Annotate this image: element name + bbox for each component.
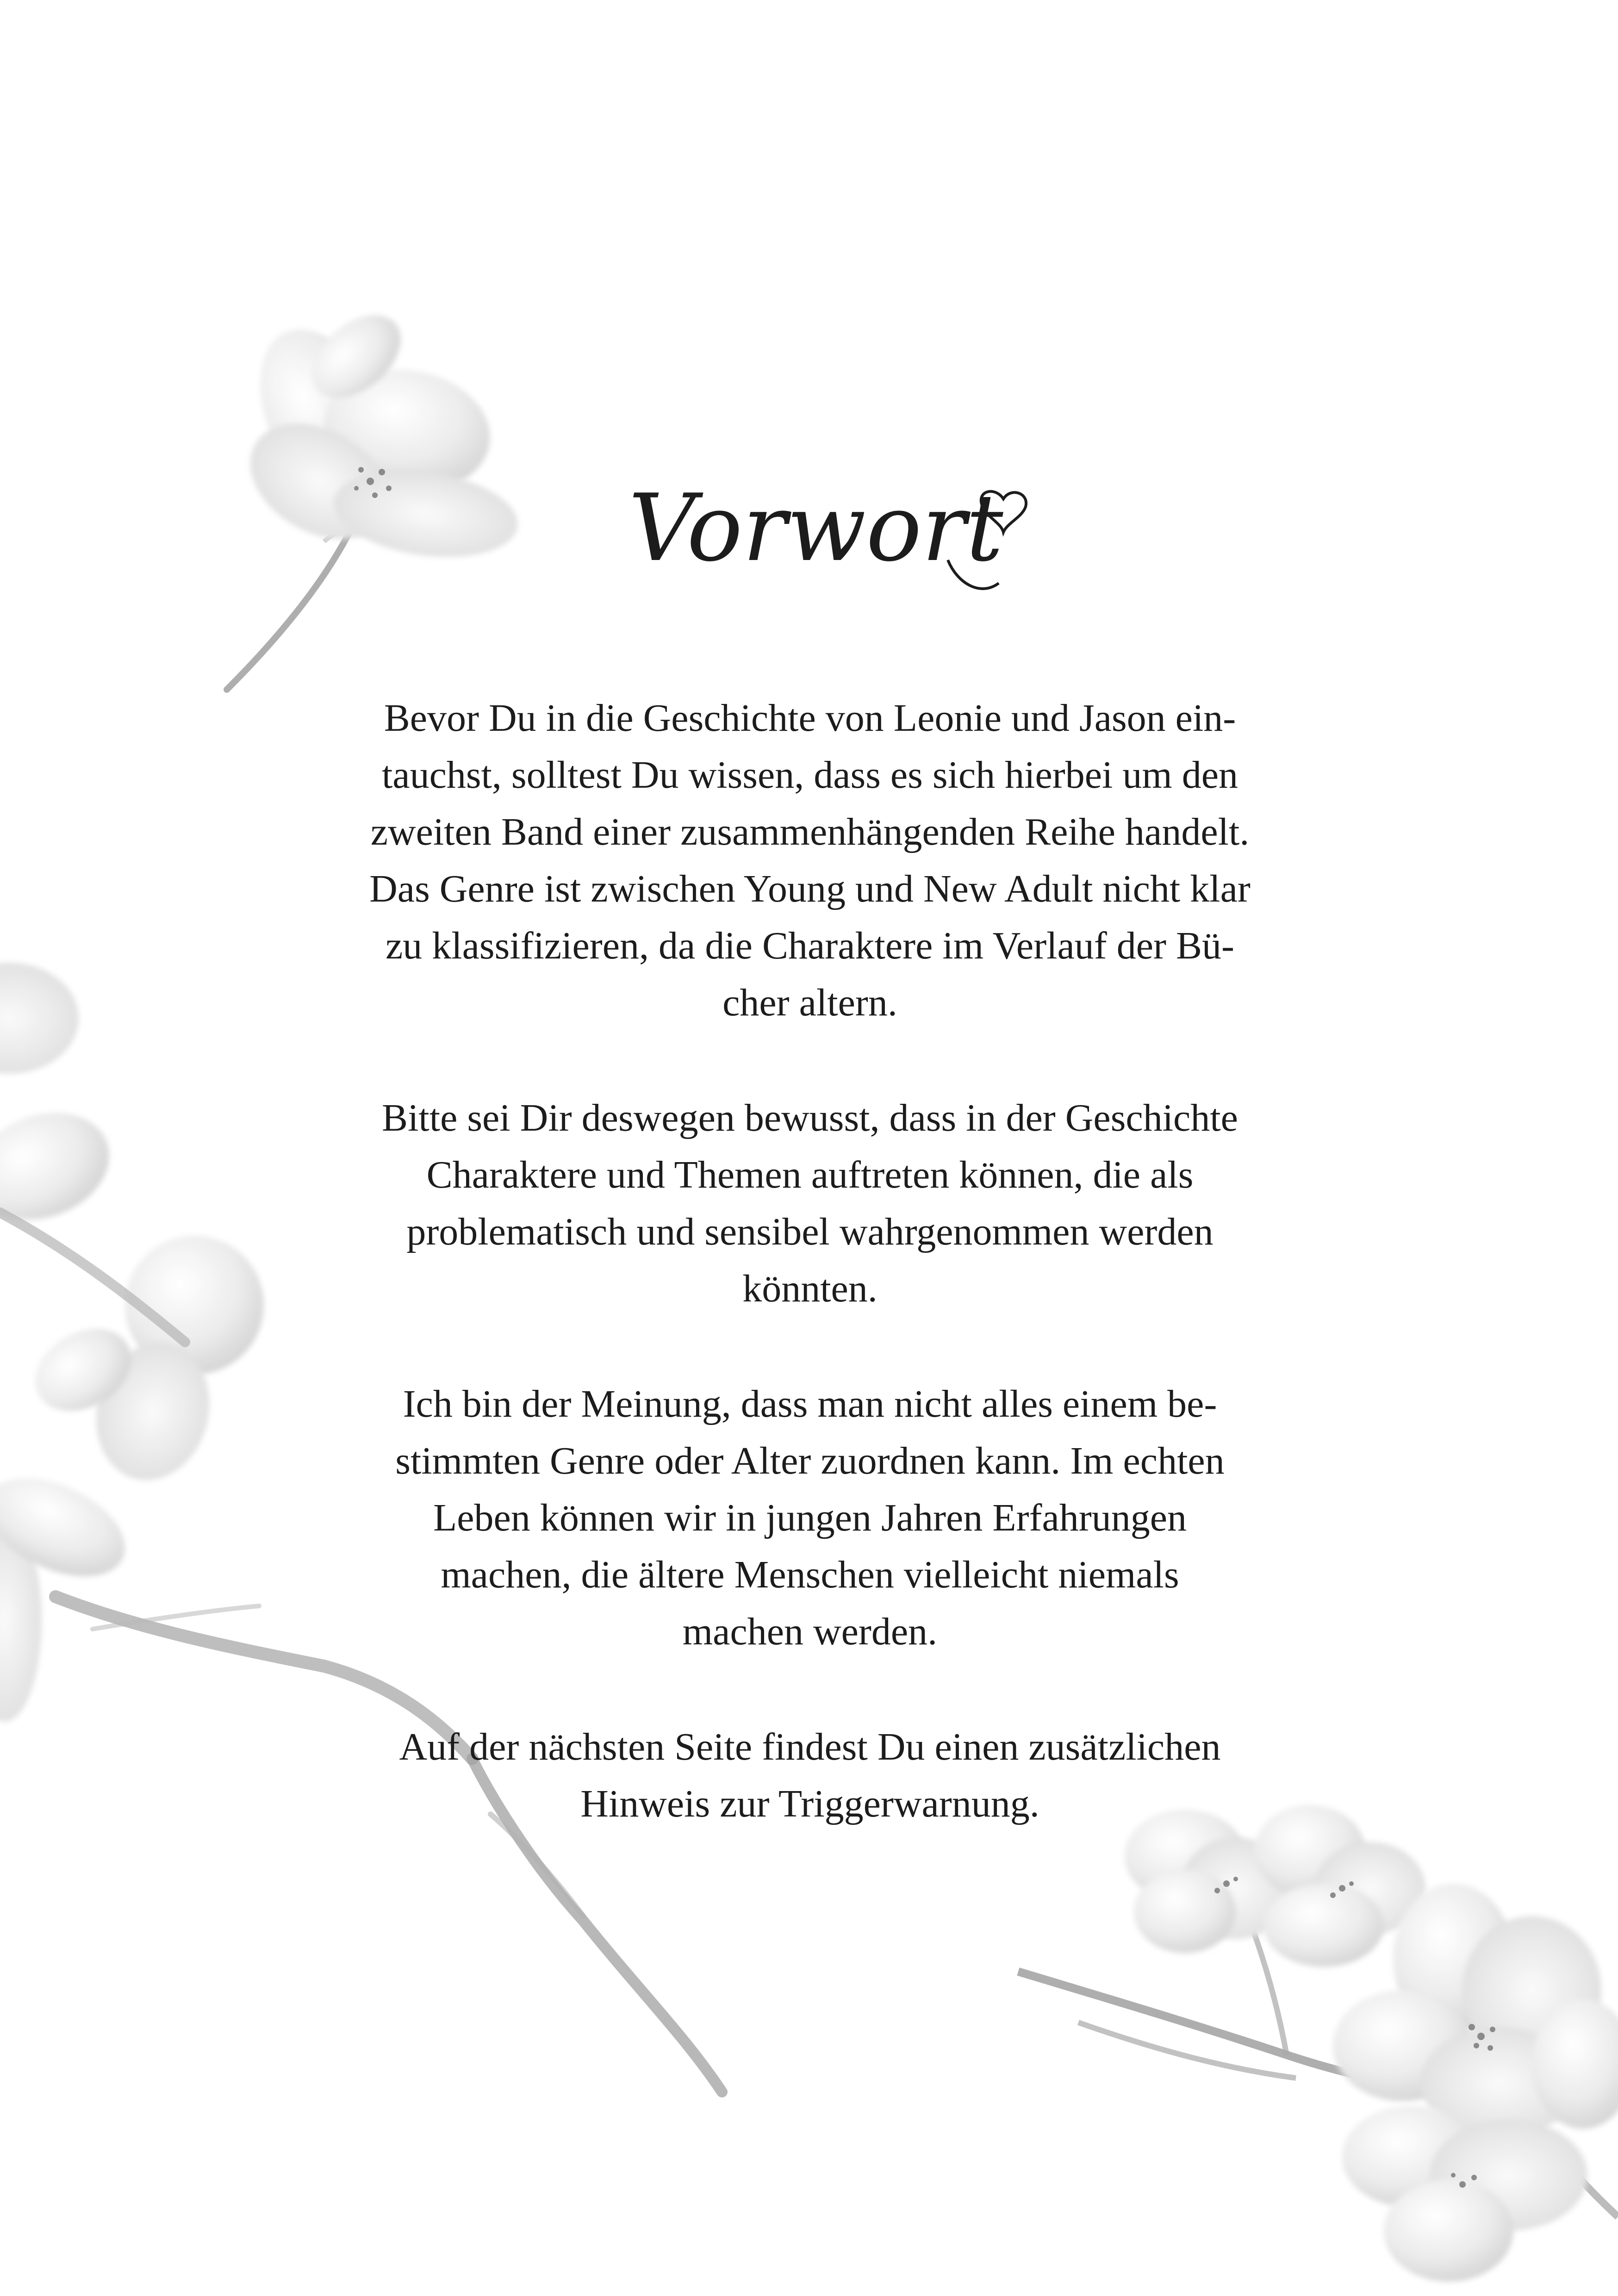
- title-text: Vorwort: [629, 474, 1003, 582]
- text-line: Bevor Du in die Geschichte von Leonie und Jason ein-: [384, 697, 1236, 740]
- paragraph: [278, 1089, 1342, 1317]
- text-line: Hinweis zur Triggerwarnung.: [580, 1782, 1039, 1825]
- text-line: zweiten Band einer zusammenhängenden Reihe handelt.: [370, 810, 1250, 853]
- text-line: cher altern.: [722, 981, 897, 1024]
- paragraph: [278, 1718, 1342, 1832]
- text-line: zu klassifizieren, da die Charaktere im Verlauf der Bü-: [385, 924, 1235, 967]
- foreword-body: [278, 690, 1342, 1832]
- blossom-icon: [1018, 1805, 1618, 2282]
- text-line: problematisch und sensibel wahrgenommen werden: [406, 1210, 1214, 1253]
- text-line: tauchst, solltest Du wissen, dass es sich hierbei um den: [381, 753, 1238, 796]
- text-line: Auf der nächsten Seite findest Du einen zusätzlichen: [399, 1725, 1221, 1768]
- text-line: könnten.: [742, 1267, 877, 1310]
- text-line: Leben können wir in jungen Jahren Erfahrungen: [433, 1496, 1187, 1539]
- text-line: stimmten Genre oder Alter zuordnen kann. Im echten: [395, 1439, 1225, 1482]
- paragraph: [278, 1375, 1342, 1660]
- paragraph: [278, 690, 1342, 1031]
- text-line: machen werden.: [682, 1610, 938, 1653]
- page-title: [624, 444, 1040, 639]
- text-line: Ich bin der Meinung, dass man nicht alles einem be-: [403, 1382, 1217, 1425]
- text-line: Das Genre ist zwischen Young und New Adult nicht klar: [369, 867, 1251, 910]
- text-line: Bitte sei Dir deswegen bewusst, dass in der Geschichte: [382, 1096, 1238, 1139]
- text-line: Charaktere und Themen auftreten können, die als: [426, 1153, 1194, 1196]
- text-line: machen, die ältere Menschen vielleicht niemals: [441, 1553, 1179, 1596]
- blossom-icon: [227, 299, 523, 690]
